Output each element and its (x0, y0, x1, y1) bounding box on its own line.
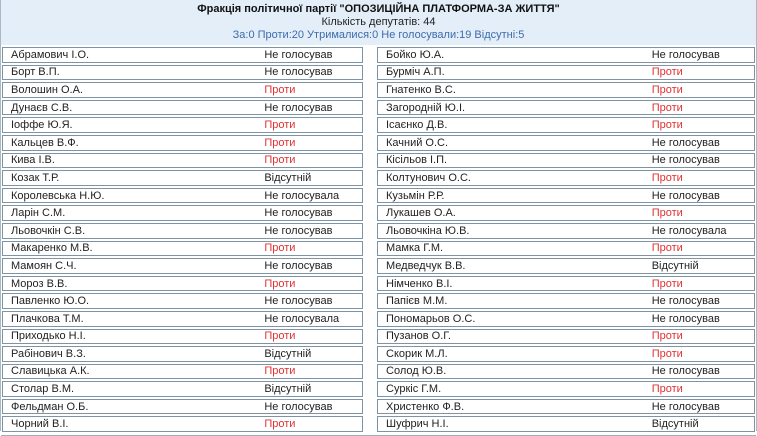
table-row (2, 346, 363, 362)
deputy-name: Медведчук В.В. (386, 259, 466, 272)
faction-title: Фракція політичної партії "ОПОЗИЦІЙНА ПЛАТФОРМА-ЗА ЖИТТЯ" (197, 3, 560, 15)
deputy-name: Бурміч А.П. (386, 66, 445, 79)
table-row (377, 258, 755, 274)
table-row (377, 47, 755, 63)
deputy-name: Дунаєв С.В. (11, 101, 73, 114)
left-column (2, 47, 363, 434)
vote-status: Не голосував (651, 154, 720, 167)
vote-status: Проти (264, 136, 296, 149)
deputy-name: Загородній Ю.І. (386, 101, 466, 114)
deputy-name: Кальцев В.Ф. (11, 136, 79, 149)
table-row (377, 399, 755, 415)
deputy-name: Макаренко М.В. (11, 242, 93, 255)
deputies-count: Кількість депутатів: 44 (321, 16, 436, 28)
table-row (2, 329, 363, 345)
vote-status: Проти (651, 66, 683, 79)
vote-status: Не голосував (651, 400, 720, 413)
deputy-name: Німченко В.І. (386, 277, 453, 290)
vote-status: Проти (264, 277, 296, 290)
deputy-name: Фельдман О.Б. (11, 400, 89, 413)
table-row (377, 364, 755, 380)
deputy-name: Іоффе Ю.Я. (11, 119, 73, 132)
table-row (377, 346, 755, 362)
table-row (2, 311, 363, 327)
table-row (2, 188, 363, 204)
table-row (377, 381, 755, 397)
right-column (377, 47, 755, 434)
table-row (377, 65, 755, 81)
vote-status: Проти (264, 154, 296, 167)
vote-status: Проти (651, 330, 683, 343)
table-row (377, 82, 755, 98)
table-row (2, 223, 363, 239)
deputy-name: Павленко Ю.О. (11, 295, 90, 308)
deputy-name: Борт В.П. (11, 66, 60, 79)
deputy-name: Шуфрич Н.І. (386, 418, 449, 431)
table-row (377, 293, 755, 309)
deputy-name: Волошин О.А. (11, 83, 83, 96)
table-row (377, 170, 755, 186)
deputy-name: Суркіс Г.М. (386, 383, 442, 396)
vote-status: Не голосував (651, 189, 720, 202)
table-row (2, 258, 363, 274)
table-row (2, 117, 363, 133)
deputy-name: Христенко Ф.В. (386, 400, 465, 413)
vote-status: Проти (264, 83, 296, 96)
table-row (377, 205, 755, 221)
deputy-name: Мамка Г.М. (386, 242, 444, 255)
deputy-name: Гнатенко В.С. (386, 83, 456, 96)
table-row (2, 399, 363, 415)
deputy-name: Пономарьов О.С. (386, 312, 476, 325)
table-row (377, 117, 755, 133)
deputy-name: Королевська Н.Ю. (11, 189, 105, 202)
table-row (377, 311, 755, 327)
table-row (2, 205, 363, 221)
vote-status: Не голосував (264, 224, 333, 237)
table-row (2, 170, 363, 186)
table-row (377, 241, 755, 257)
deputy-name: Солод Ю.В. (386, 365, 447, 378)
deputy-name: Льовочкіна Ю.В. (386, 224, 470, 237)
vote-status: Не голосував (264, 207, 333, 220)
deputy-name: Кива І.В. (11, 154, 55, 167)
deputy-name: Славицька А.К. (11, 365, 90, 378)
vote-status: Відсутній (264, 347, 312, 360)
deputy-name: Абрамович І.О. (11, 48, 90, 61)
deputy-name: Столар В.М. (11, 383, 75, 396)
deputy-name: Кісільов І.П. (386, 154, 448, 167)
vote-status: Проти (264, 242, 296, 255)
deputy-name: Приходько Н.І. (11, 330, 86, 343)
table-row (377, 223, 755, 239)
vote-status: Відсутній (264, 383, 312, 396)
vote-status: Проти (651, 383, 683, 396)
table-row (2, 241, 363, 257)
table-row (377, 188, 755, 204)
vote-status: Проти (264, 330, 296, 343)
vote-status: Не голосував (264, 295, 333, 308)
table-row (377, 276, 755, 292)
deputy-name: Ісаєнко Д.В. (386, 119, 448, 132)
deputy-name: Бойко Ю.А. (386, 48, 445, 61)
vote-status: Проти (651, 83, 683, 96)
deputy-name: Колтунович О.С. (386, 171, 471, 184)
table-row (2, 82, 363, 98)
vote-status: Проти (651, 207, 683, 220)
deputy-name: Плачкова Т.М. (11, 312, 84, 325)
vote-status: Проти (651, 277, 683, 290)
deputy-name: Папієв М.М. (386, 295, 448, 308)
vote-status: Проти (264, 365, 296, 378)
table-row (2, 135, 363, 151)
vote-status: Відсутній (651, 259, 699, 272)
vote-status: Не голосував (651, 365, 720, 378)
vote-status: Проти (651, 171, 683, 184)
table-row (377, 329, 755, 345)
vote-status: Проти (264, 119, 296, 132)
vote-status: Не голосував (651, 312, 720, 325)
deputy-name: Льовочкін С.В. (11, 224, 86, 237)
deputy-name: Рабінович В.З. (11, 347, 86, 360)
vote-summary: За:0 Проти:20 Утрималися:0 Не голосували:19 Відсутні:5 (232, 29, 525, 41)
deputy-name: Мамоян С.Ч. (11, 259, 77, 272)
vote-status: Відсутній (651, 418, 699, 431)
vote-status: Проти (651, 347, 683, 360)
table-row (2, 100, 363, 116)
deputy-name: Чорний В.І. (11, 418, 69, 431)
vote-status: Не голосувала (264, 312, 340, 325)
deputy-name: Лукашев О.А. (386, 207, 456, 220)
vote-status: Не голосував (651, 295, 720, 308)
deputy-name: Скорик М.Л. (386, 347, 448, 360)
vote-status: Не голосував (264, 101, 333, 114)
vote-status: Не голосував (651, 136, 720, 149)
table-row (377, 135, 755, 151)
vote-status: Не голосувала (651, 224, 727, 237)
deputy-name: Ларін С.М. (11, 207, 66, 220)
vote-status: Проти (651, 101, 683, 114)
table-row (377, 153, 755, 169)
vote-status: Не голосувала (264, 189, 340, 202)
table-row (2, 416, 363, 432)
vote-table (1, 45, 756, 434)
table-row (2, 381, 363, 397)
table-row (2, 65, 363, 81)
vote-status: Не голосував (264, 259, 333, 272)
table-row (377, 100, 755, 116)
table-row (2, 47, 363, 63)
deputy-name: Качний О.С. (386, 136, 449, 149)
vote-status: Не голосував (264, 400, 333, 413)
table-row (2, 153, 363, 169)
table-row (2, 293, 363, 309)
vote-status: Не голосував (651, 48, 720, 61)
table-row (2, 364, 363, 380)
deputy-name: Козак Т.Р. (11, 171, 60, 184)
vote-status: Відсутній (264, 171, 312, 184)
deputy-name: Пузанов О.Г. (386, 330, 451, 343)
deputy-name: Кузьмін Р.Р. (386, 189, 445, 202)
vote-status: Проти (651, 119, 683, 132)
deputy-name: Мороз В.В. (11, 277, 68, 290)
vote-status: Не голосував (264, 48, 333, 61)
vote-status: Не голосував (264, 66, 333, 79)
vote-status: Проти (651, 242, 683, 255)
table-row (377, 416, 755, 432)
faction-header (1, 0, 756, 45)
vote-status: Проти (264, 418, 296, 431)
table-row (2, 276, 363, 292)
